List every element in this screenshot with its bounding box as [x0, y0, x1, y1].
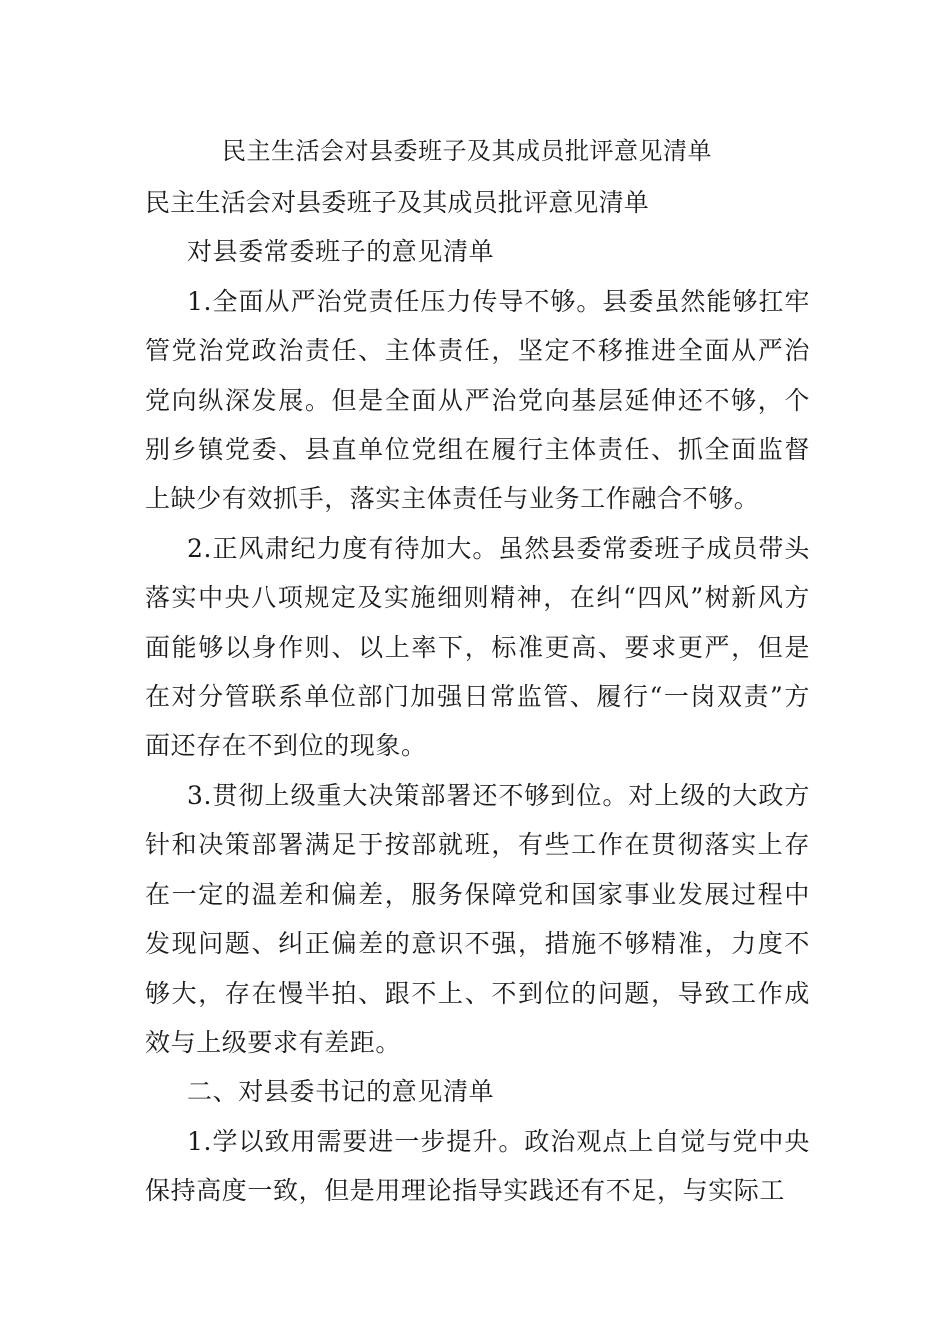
paragraph-item-3: 3.贯彻上级重大决策部署还不够到位。对上级的大政方针和决策部署满足于按部就班，有些工作在贯彻落实上存在一定的温差和偏差，服务保障党和国家事业发展过程中发现问题、纠正偏差的意识不强，措施不够精准，力度不够大，存在慢半拍、跟不上、不到位的问题，导致工作成效与上级要求有差距。: [145, 780, 810, 1057]
document-subtitle: 民主生活会对县委班子及其成员批评意见清单: [145, 188, 650, 217]
document-title: 民主生活会对县委班子及其成员批评意见清单: [222, 137, 712, 165]
document-body: [145, 178, 810, 1216]
section-heading-secretary: 二、对县委书记的意见清单: [187, 1077, 495, 1107]
paragraph-secretary-item-1: 1.学以致用需要进一步提升。政治观点上自觉与党中央保持高度一致，但是用理论指导实践还有不足，与实际工: [145, 1126, 810, 1206]
paragraph-item-2: 2.正风肃纪力度有待加大。虽然县委常委班子成员带头落实中央八项规定及实施细则精神，在纠“四风”树新风方面能够以身作则、以上率下，标准更高、要求更严，但是在对分管联系单位部门加强日常监管、履行“一岗双责”方面还存在不到位的现象。: [145, 533, 810, 761]
paragraph-item-1: 1.全面从严治党责任压力传导不够。县委虽然能够扛牢管党治党政治责任、主体责任，坚定不移推进全面从严治党向纵深发展。但是全面从严治党向基层延伸还不够，个别乡镇党委、县直单位党组在履行主体责任、抓全面监督上缺少有效抓手，落实主体责任与业务工作融合不够。: [145, 286, 810, 514]
section-heading-committee: 对县委常委班子的意见清单: [187, 237, 495, 267]
